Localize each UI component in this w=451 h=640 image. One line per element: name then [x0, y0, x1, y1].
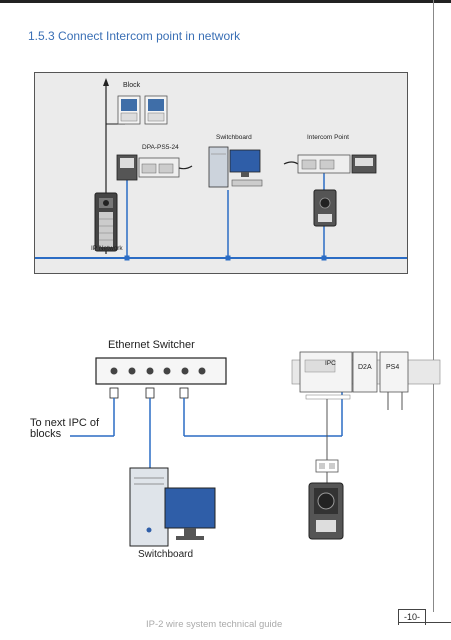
footer-title: IP-2 wire system technical guide — [146, 619, 283, 630]
intercom-point-icon — [284, 155, 376, 226]
outdoor-station-icon — [309, 483, 343, 539]
switchboard-pc-large-icon — [130, 468, 215, 546]
next-ipc-label: To next IPC of blocks — [30, 417, 100, 440]
switchboard-pc-label: Switchboard — [138, 549, 194, 560]
switchboard-pc-icon — [209, 147, 262, 187]
ethernet-switch-icon — [96, 358, 226, 398]
page-number: -10- — [398, 609, 426, 625]
riser-arrow-icon — [103, 78, 109, 86]
din-rail-modules-icon — [292, 352, 440, 399]
switchboard-label: Switchboard — [216, 134, 252, 141]
block-label: Block — [123, 82, 141, 89]
block-monitor-icon — [145, 96, 167, 124]
door-station-icon — [95, 193, 117, 251]
dpa-label: DPA-PS5-24 — [142, 144, 179, 151]
d2a-module-label: D2A — [358, 364, 372, 371]
ipc-module-label: IPC — [325, 360, 336, 367]
block-monitor-icon — [118, 96, 140, 124]
section-title: 1.5.3 Connect Intercom point in network — [28, 29, 241, 43]
intercom-point-label: Intercom Point — [307, 134, 349, 141]
page-number-rule — [398, 622, 451, 623]
dpa-power-unit-icon — [117, 155, 192, 180]
junction-box-icon — [316, 460, 338, 472]
ethernet-switcher-label: Ethernet Switcher — [108, 339, 195, 351]
ps4-module-label: PS4 — [386, 364, 400, 371]
ip-network-label: IP Network — [91, 245, 123, 252]
